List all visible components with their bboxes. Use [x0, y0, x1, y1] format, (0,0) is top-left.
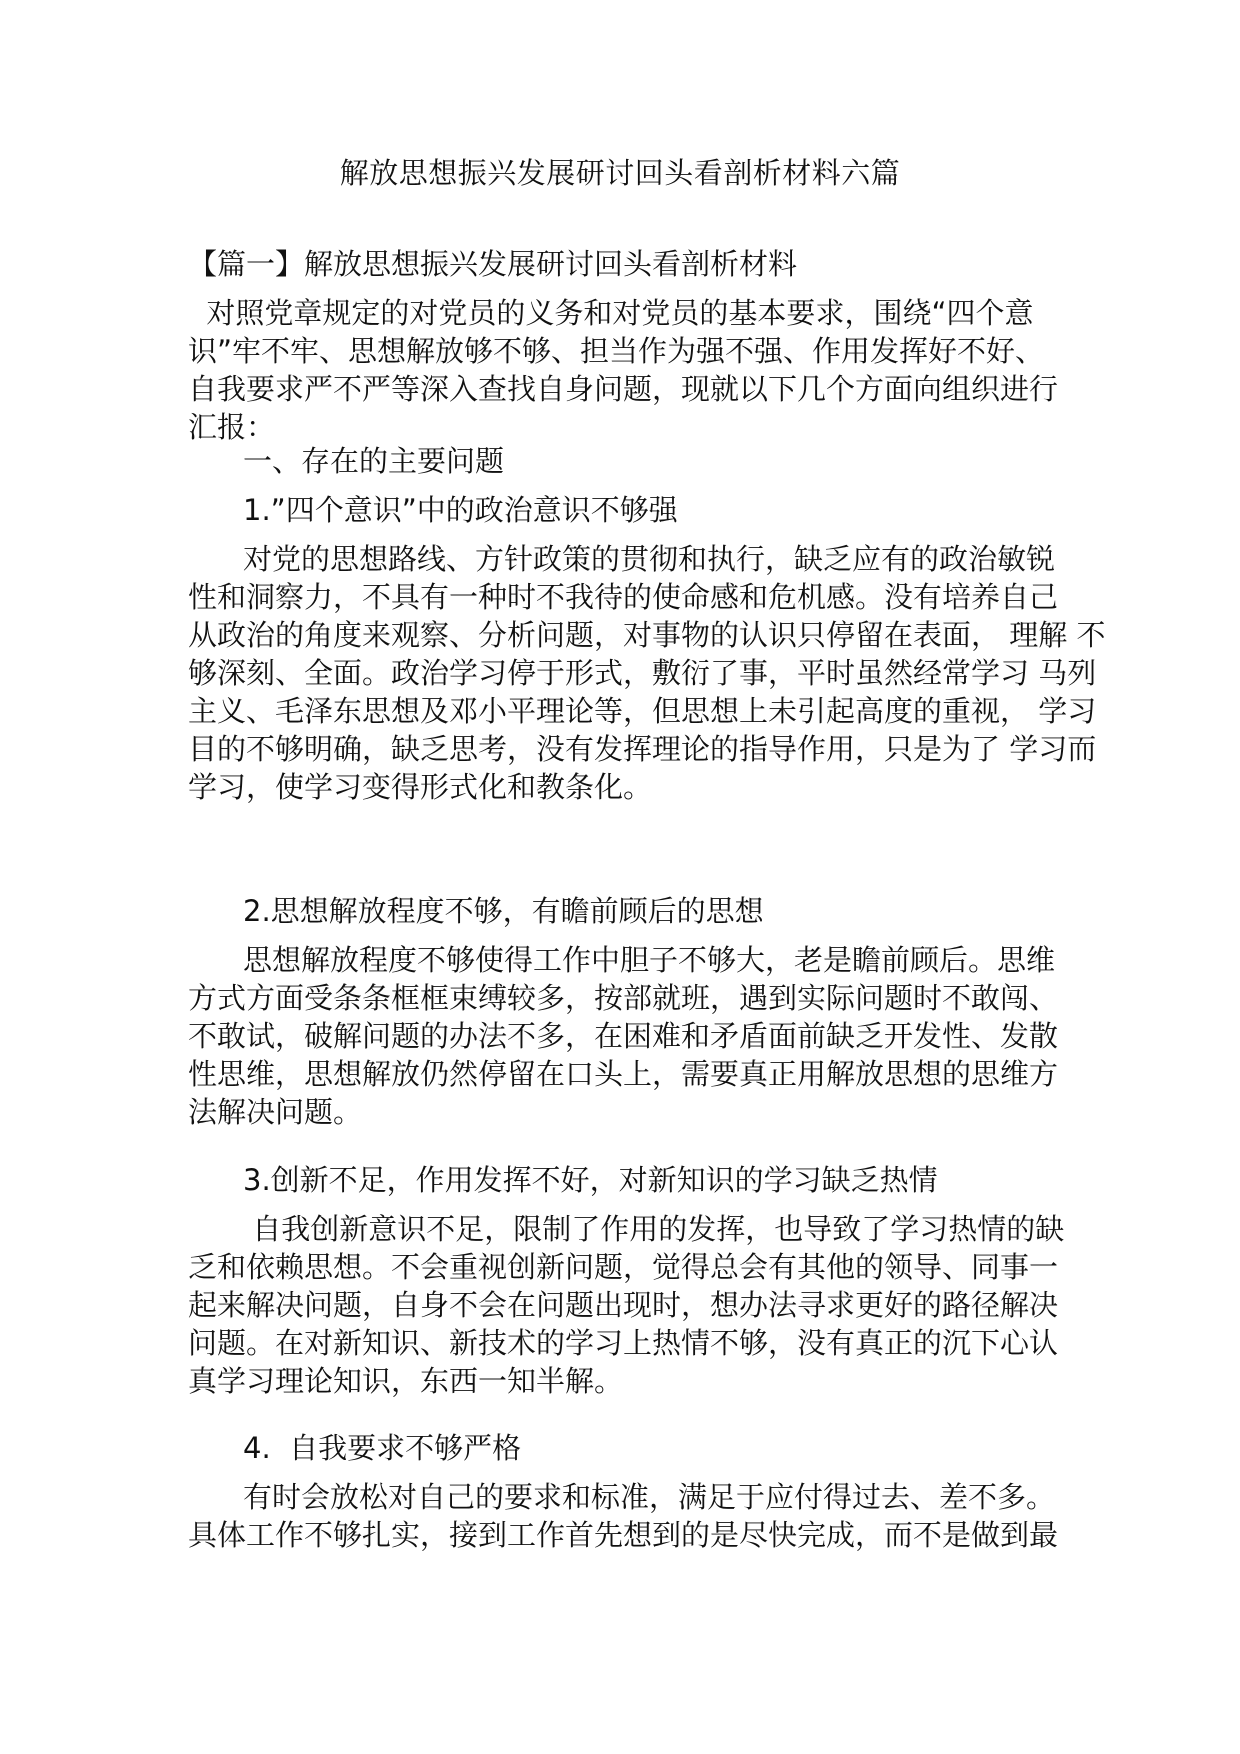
paragraph-line: 不敢试，破解问题的办法不多，在困难和矛盾面前缺乏开发性、发散 [188, 1019, 1059, 1053]
paragraph-line: 真学习理论知识，东西一知半解。 [188, 1364, 624, 1398]
item-heading: 2.思想解放程度不够，有瞻前顾后的思想 [243, 894, 764, 928]
paragraph-line: 有时会放松对自己的要求和标准，满足于应付得过去、差不多。 [243, 1480, 1056, 1514]
item2-paragraph [188, 941, 1068, 1131]
paragraph-line: 自我创新意识不足，限制了作用的发挥，也导致了学习热情的缺 [243, 1212, 1065, 1246]
paragraph-line: 识”牢不牢、思想解放够不够、担当作为强不强、作用发挥好不好、 [188, 334, 1045, 368]
paragraph-line: 目的不够明确，缺乏思考，没有发挥理论的指导作用，只是为了 学习而 [188, 732, 1097, 766]
intro-paragraph [188, 294, 1068, 446]
paragraph-line: 从政治的角度来观察、分析问题，对事物的认识只停留在表面， 理解 不 [188, 618, 1106, 652]
item4-paragraph [188, 1478, 1068, 1554]
section-heading: 一、存在的主要问题 [243, 444, 505, 478]
paragraph-line: 自我要求严不严等深入查找自身问题，现就以下几个方面向组织进行 [188, 372, 1059, 406]
item-heading: 3.创新不足，作用发挥不好，对新知识的学习缺乏热情 [243, 1163, 938, 1197]
item3-paragraph [188, 1210, 1068, 1400]
paragraph-line: 够深刻、全面。政治学习停于形式，敷衍了事，平时虽然经常学习 马列 [188, 656, 1097, 690]
paragraph-line: 问题。在对新知识、新技术的学习上热情不够，没有真正的沉下心认 [188, 1326, 1059, 1360]
paragraph-line: 汇报： [188, 410, 276, 444]
item1-paragraph [188, 540, 1106, 806]
paragraph-line: 学习，使学习变得形式化和教条化。 [188, 770, 653, 804]
document-title: 解放思想振兴发展研讨回头看剖析材料六篇 [339, 156, 901, 190]
paragraph-line: 对照党章规定的对党员的义务和对党员的基本要求，围绕“四个意 [188, 296, 1034, 330]
part-heading: 【篇一】解放思想振兴发展研讨回头看剖析材料 [188, 247, 798, 281]
paragraph-line: 性思维，思想解放仍然停留在口头上，需要真正用解放思想的思维方 [188, 1057, 1059, 1091]
paragraph-line: 主义、毛泽东思想及邓小平理论等，但思想上未引起高度的重视， 学习 [188, 694, 1097, 728]
paragraph-line: 乏和依赖思想。不会重视创新问题，觉得总会有其他的领导、同事一 [188, 1250, 1059, 1284]
paragraph-line: 对党的思想路线、方针政策的贯彻和执行，缺乏应有的政治敏锐 [243, 542, 1056, 576]
paragraph-line: 法解决问题。 [188, 1095, 363, 1129]
paragraph-line: 思想解放程度不够使得工作中胆子不够大，老是瞻前顾后。思维 [243, 943, 1056, 977]
item-heading: 1.”四个意识”中的政治意识不够强 [243, 493, 678, 527]
item-heading: 4. 自我要求不够严格 [243, 1431, 522, 1465]
paragraph-line: 方式方面受条条框框束缚较多，按部就班，遇到实际问题时不敢闯、 [188, 981, 1059, 1015]
paragraph-line: 性和洞察力，不具有一种时不我待的使命感和危机感。没有培养自己 [188, 580, 1059, 614]
paragraph-line: 起来解决问题，自身不会在问题出现时，想办法寻求更好的路径解决 [188, 1288, 1059, 1322]
paragraph-line: 具体工作不够扎实，接到工作首先想到的是尽快完成，而不是做到最 [188, 1518, 1059, 1552]
